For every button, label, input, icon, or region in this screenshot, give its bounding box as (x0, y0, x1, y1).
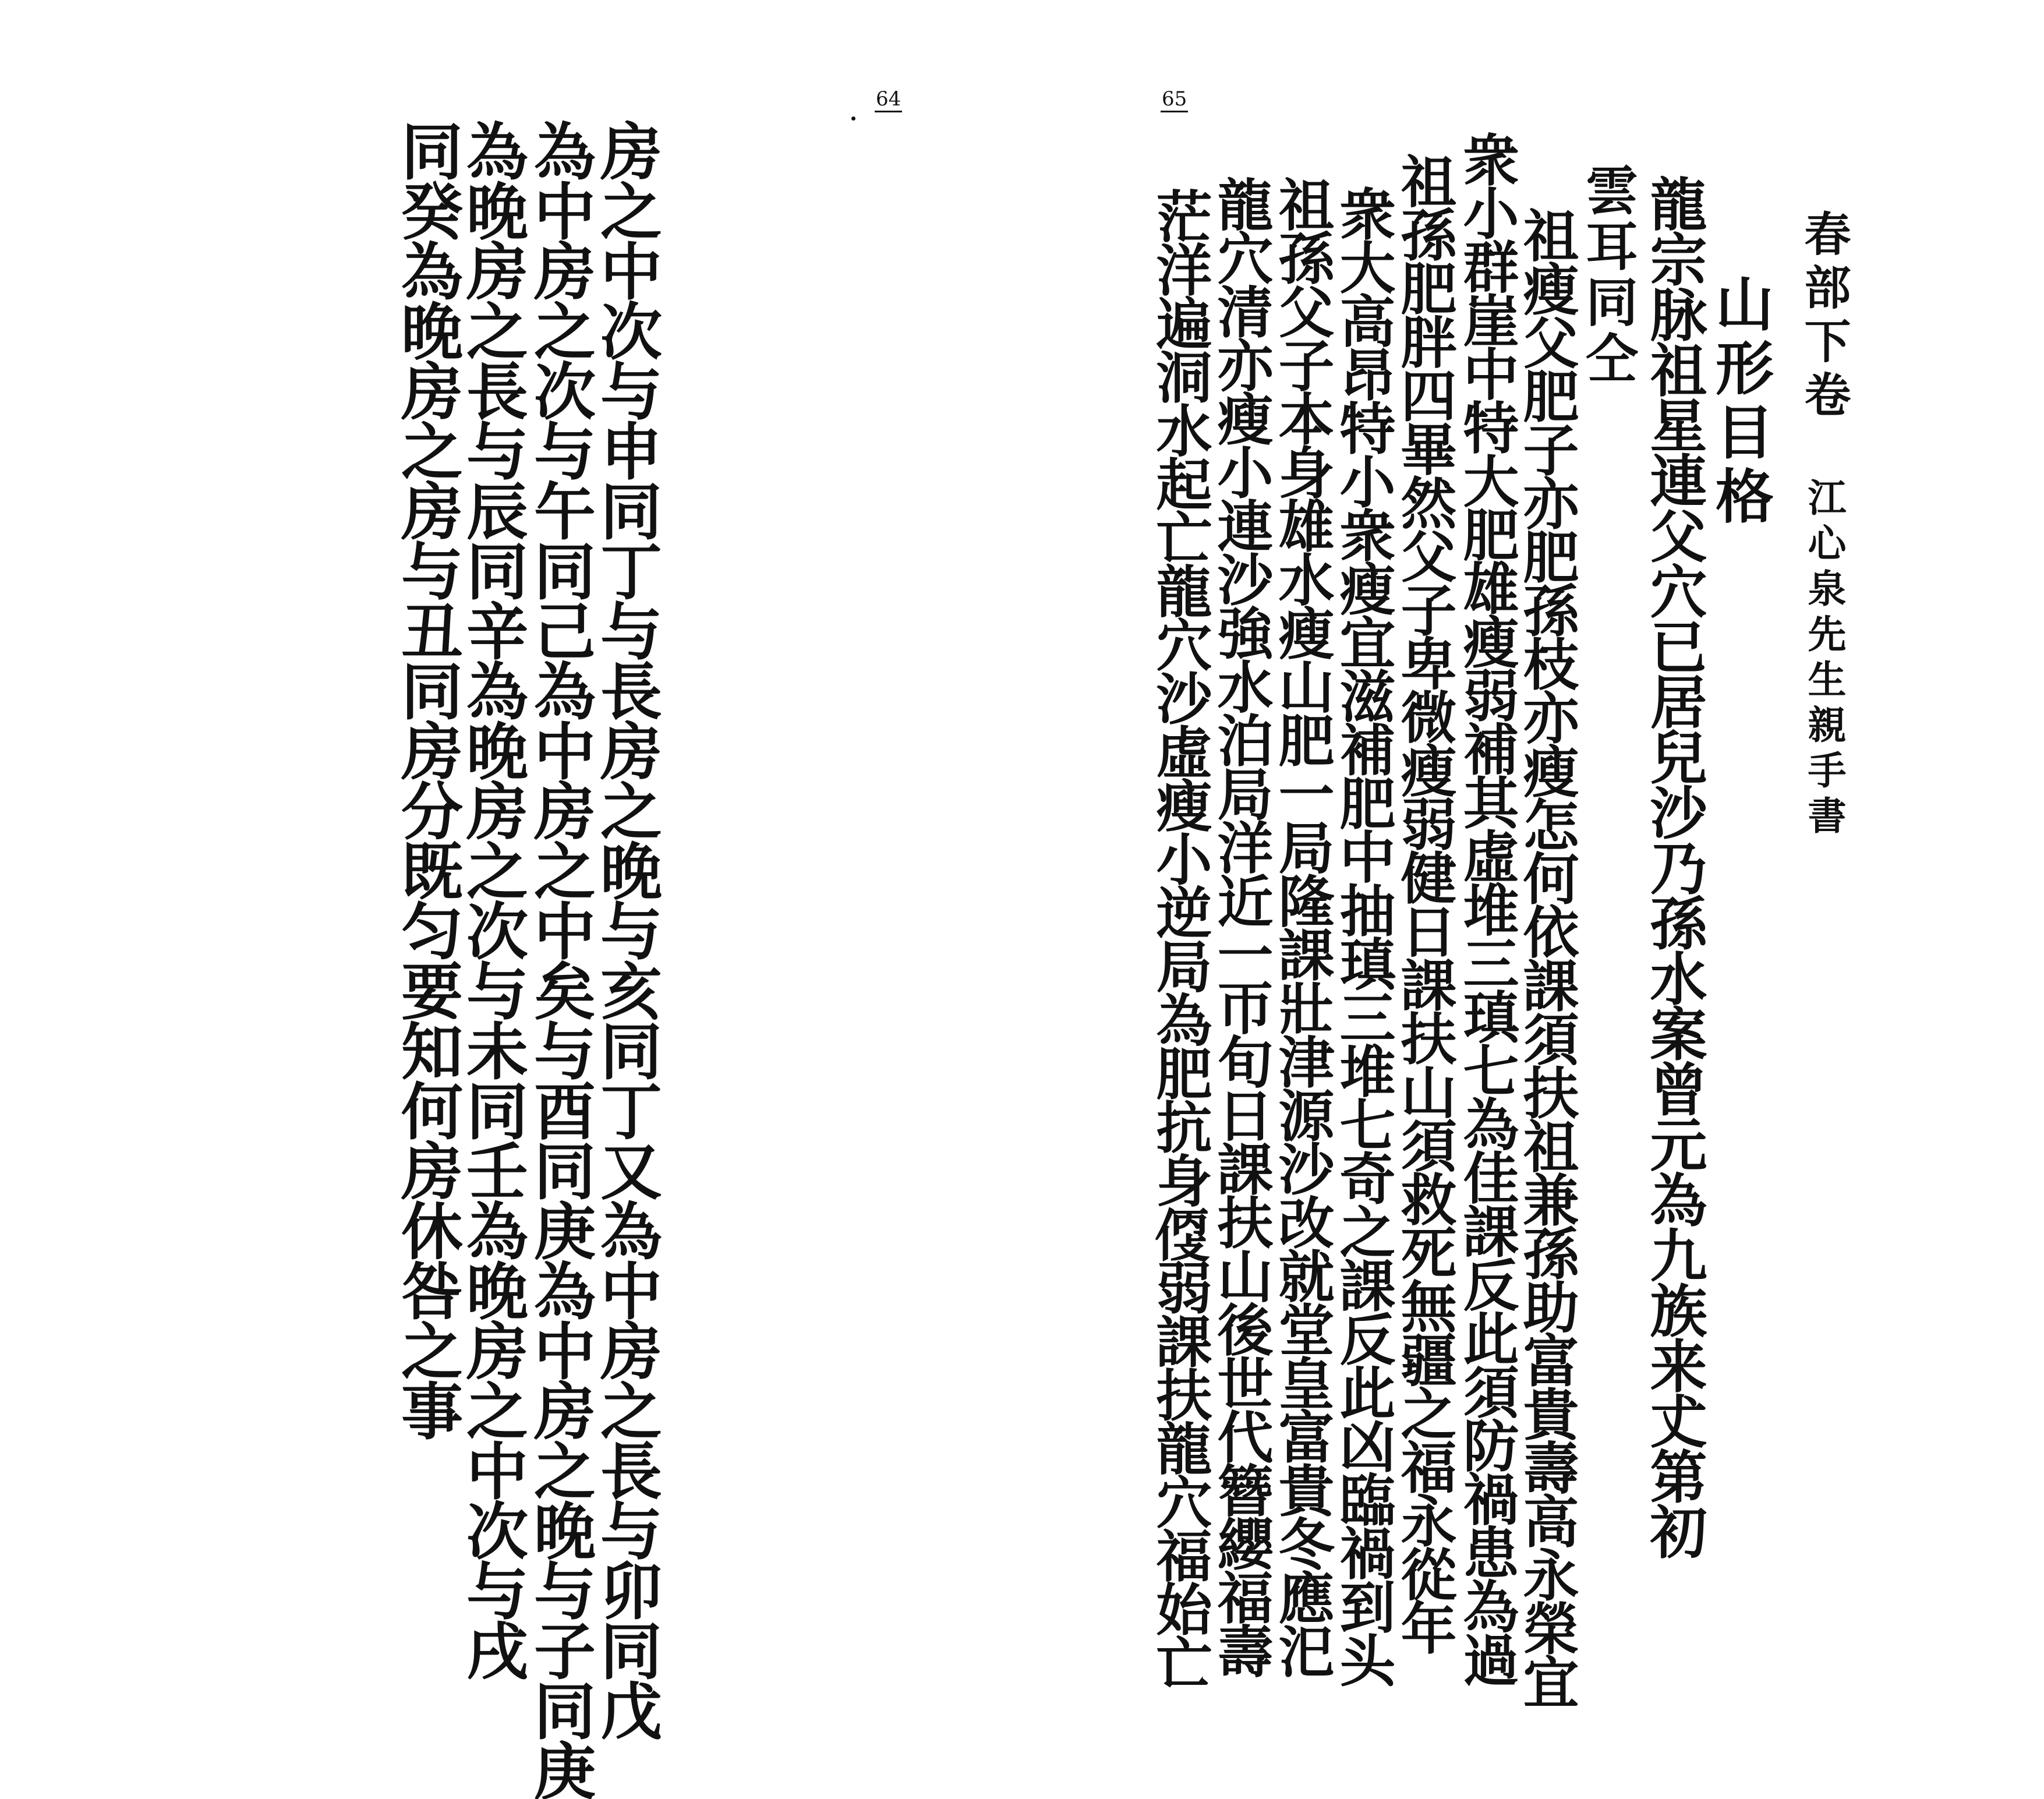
text-column: 為中房之次与午同己為中房之中矣与酉同庚為中房之晚与子同庚 (524, 119, 597, 1799)
text-column: 衆大高昂特小衆瘦宜滋補肥中抽瑱三堆七奇之課反此凶臨禍到头 (1331, 185, 1396, 1685)
text-column: 龍宗脉祖星連父穴已居兒沙乃孫水案曾元為九族来𠀋第初 (1640, 175, 1707, 1558)
text-column: 房之中次与申同丁与長房之晚与亥同丁又為中房之長与卯同戊 (590, 119, 663, 1739)
ink-dot (851, 116, 855, 121)
text-column: 同癸為晚房之房与丑同房分既匀要知何房休咎之事 (391, 119, 464, 1439)
author-credit: 江心泉先生親手書 (1801, 478, 1847, 841)
text-column: 祖孫父子本身雄水瘦山肥一局隆課壯津源沙改就堂皇富貴冬應汜 (1269, 176, 1335, 1676)
volume-title (1797, 210, 1858, 909)
text-column: 龍穴清亦瘦小連沙強水泊局洋近一帀旬日課扶山後世代簪纓福壽 (1208, 176, 1274, 1676)
section-title: 山形目格 (1706, 274, 1774, 530)
text-column: 茫洋遍洞水起亡龍穴沙虛瘦小逆局為肥抗身𠊳弱課扶龍穴福始亡 (1147, 188, 1213, 1688)
page-number-left: 64 (875, 87, 902, 112)
page-number-right: 65 (1161, 87, 1188, 112)
text-column: 雲耳同仝 (1576, 163, 1638, 387)
text-column: 祖瘦父肥子亦肥孫枝亦瘦怎何依課須扶祖兼孫助富貴壽高永榮宜 (1514, 207, 1580, 1707)
right-page (1022, 0, 2044, 1707)
text-column: 祖孫肥胖四畢然父子卑微瘦弱健日課扶山須救死無疆之福永從年 (1392, 153, 1458, 1653)
title-text: 春部下卷 (1797, 210, 1851, 424)
text-column: 衆小群崖中特大肥雄瘦弱補其虛堆三瑱七為佳課反此須防禍患為過 (1454, 131, 1520, 1685)
text-column: 為晚房之長与辰同辛為晚房之次与未同壬為晚房之中次与戌 (457, 119, 529, 1679)
